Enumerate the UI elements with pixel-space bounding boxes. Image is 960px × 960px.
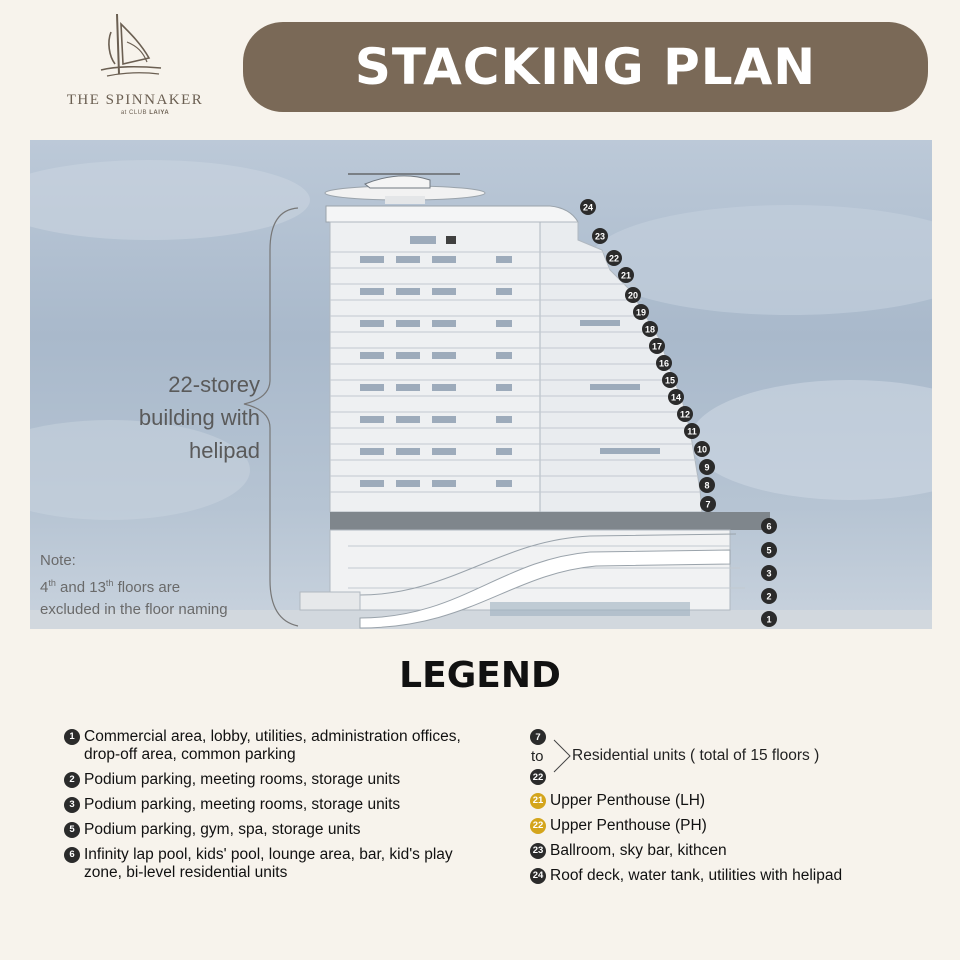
floor-number-badge [668,389,684,405]
floor-number-text: 18 [644,324,656,335]
brand-logo [55,12,215,122]
floor-number-badge [761,542,777,558]
legend-item: 5 Podium parking, gym, spa, storage units [64,821,484,839]
floor-number-text: 19 [635,307,647,318]
floor-number-text: 7 [705,499,711,510]
floor-number-badge [618,267,634,283]
range-to-label: to [531,748,544,765]
floor-number-text: 16 [658,358,670,369]
floor-number-badge [633,304,649,320]
legend-right-column [530,728,930,892]
floor-number-text: 3 [766,568,772,579]
floor-number-text: 8 [704,480,710,491]
floor-number-text: 14 [670,392,682,403]
legend-item: 2 Podium parking, meeting rooms, storage units [64,771,484,789]
floor-number-text: 15 [664,375,676,386]
floor-badge: 22 [530,818,546,834]
floor-number-badge [580,199,596,215]
floor-number-text: 22 [608,253,620,264]
residential-label: Residential units ( total of 15 floors ) [572,747,820,764]
floor-badge: 22 [530,769,546,785]
legend-left-column [64,728,484,889]
floor-number-text: 24 [582,202,594,213]
floor-number-badge [662,372,678,388]
floor-number-badge [761,518,777,534]
floor-number-text: 6 [766,521,772,532]
legend-item: 6 Infinity lap pool, kids' pool, lounge area, bar, kid's play zone, bi-level residential units [64,846,484,882]
legend-item: 24 Roof deck, water tank, utilities with helipad [530,867,930,885]
sailboat-logo-icon [97,12,177,82]
legend-item: 21 Upper Penthouse (LH) [530,792,930,810]
range-bracket-icon [552,738,572,774]
floor-badge: 23 [530,843,546,859]
floor-number-text: 11 [687,426,697,437]
floor-number-text: 5 [766,545,772,556]
floor-badge: 7 [530,729,546,745]
floor-number-text: 21 [620,270,632,281]
floor-number-text: 2 [766,591,772,602]
floor-number-text: 1 [766,614,772,625]
floor-badge: 24 [530,868,546,884]
floor-number-badge [761,565,777,581]
building-diagram [30,140,932,629]
floor-number-badge [642,321,658,337]
floor-number-badge [656,355,672,371]
floor-number-text: 9 [704,462,710,473]
floor-number-badge [684,423,700,439]
floor-badge: 1 [64,729,80,745]
floor-number-badge [677,406,693,422]
floor-number-text: 12 [679,409,691,420]
floor-number-text: 17 [651,341,663,352]
floor-number-text: 20 [627,290,639,301]
floor-badge: 3 [64,797,80,813]
brand-name: THE SPINNAKER [66,92,204,108]
title-banner [243,22,928,112]
brand-subtitle: at CLUB LAIYA [120,110,170,116]
floor-number-badge [700,496,716,512]
floor-number-badge [761,588,777,604]
floor-naming-note: Note: 4th and 13th floors are excluded in the floor naming [40,552,228,618]
legend-item: 23 Ballroom, sky bar, kithcen [530,842,930,860]
floor-number-badge [625,287,641,303]
floor-badge: 21 [530,793,546,809]
floor-number-text: 10 [696,444,708,455]
floor-number-badge [761,611,777,627]
legend-title: LEGEND [399,655,561,696]
floor-number-badge [606,250,622,266]
floor-badge: 5 [64,822,80,838]
legend-item: 3 Podium parking, meeting rooms, storage units [64,796,484,814]
floor-number-badge [699,477,715,493]
floor-number-badge [592,228,608,244]
residential-range [530,728,930,784]
floor-badge: 2 [64,772,80,788]
floor-number-badge [699,459,715,475]
page-title: STACKING PLAN [354,38,817,96]
floor-number-badge [649,338,665,354]
floor-badge: 6 [64,847,80,863]
building-height-label: 22-storey building with helipad [138,372,260,463]
legend-item: 22 Upper Penthouse (PH) [530,817,930,835]
floor-number-text: 23 [594,231,606,242]
legend-item: 1 Commercial area, lobby, utilities, administration offices, drop-off area, common parking [64,728,484,764]
floor-number-badge [694,441,710,457]
